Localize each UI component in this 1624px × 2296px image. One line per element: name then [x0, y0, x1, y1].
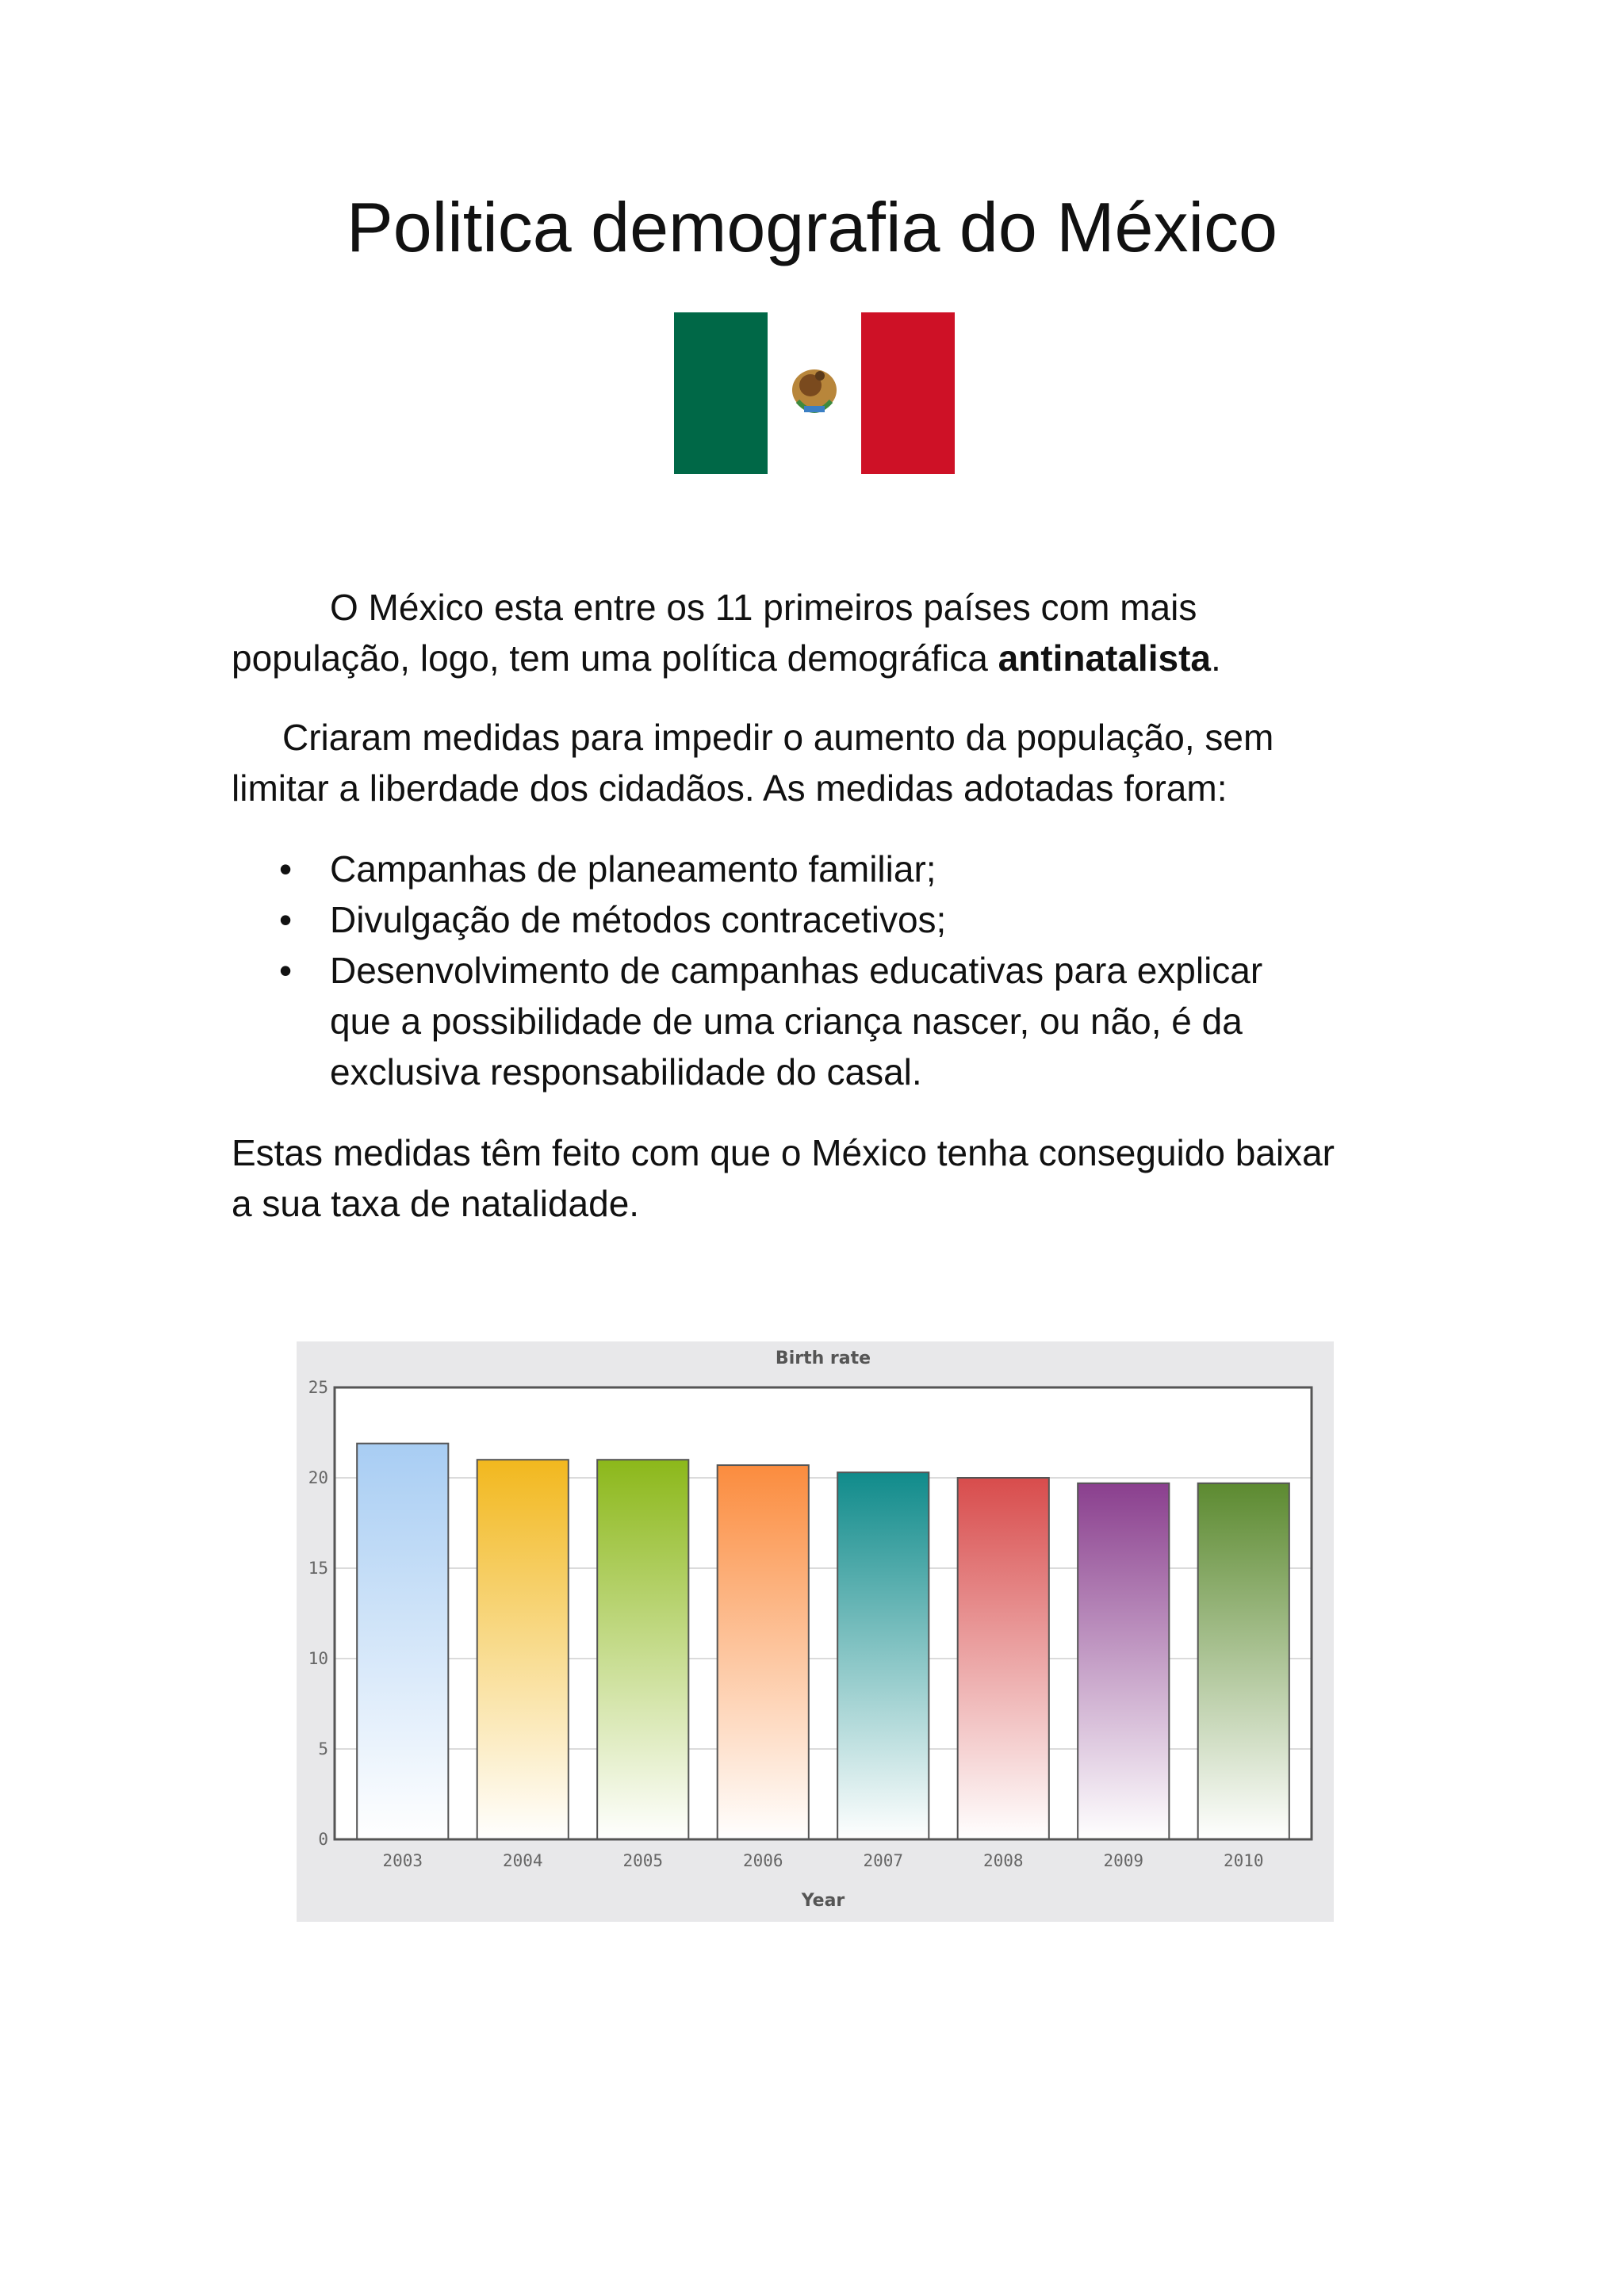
- list-item: [232, 894, 1397, 945]
- x-axis-label: Year: [801, 1891, 845, 1911]
- conclusion-paragraph: [232, 1127, 1397, 1229]
- paragraph-line: a sua taxa de natalidade.: [232, 1183, 640, 1224]
- flag-white-stripe: [768, 312, 861, 474]
- x-tick-label: 2003: [382, 1851, 423, 1870]
- paragraph-text: .: [1210, 637, 1221, 679]
- x-tick-label: 2009: [1103, 1851, 1144, 1870]
- y-tick-label: 25: [308, 1378, 328, 1397]
- flag-red-stripe: [861, 312, 955, 474]
- list-item-line: Divulgação de métodos contracetivos;: [330, 899, 947, 940]
- flag-green-stripe: [674, 312, 768, 474]
- paragraph-line: Estas medidas têm feito com que o México tenha conseguido baixar: [232, 1132, 1335, 1173]
- list-item-line: que a possibilidade de uma criança nascer, ou não, é da: [330, 1001, 1243, 1042]
- bar: [958, 1478, 1049, 1839]
- y-tick-label: 15: [308, 1559, 328, 1578]
- y-tick-label: 0: [318, 1830, 328, 1849]
- measures-list: [232, 844, 1397, 1097]
- paragraph-line: O México esta entre os 11 primeiros países com mais: [330, 587, 1197, 628]
- paragraph-line: [232, 633, 1397, 683]
- intro-paragraph: [232, 582, 1397, 683]
- paragraph-text: população, logo, tem uma política demográfica: [232, 637, 998, 679]
- bar: [477, 1460, 569, 1839]
- bar: [837, 1472, 929, 1839]
- chart-svg: [297, 1341, 1334, 1922]
- bar: [1078, 1483, 1169, 1839]
- coat-of-arms-icon: [768, 312, 861, 474]
- bullet-icon: •: [279, 950, 293, 991]
- bar: [597, 1460, 688, 1839]
- x-tick-label: 2010: [1223, 1851, 1264, 1870]
- y-tick-label: 10: [308, 1649, 328, 1668]
- x-tick-label: 2005: [622, 1851, 664, 1870]
- y-tick-label: 5: [318, 1739, 328, 1758]
- list-item-line: Campanhas de planeamento familiar;: [330, 848, 936, 890]
- x-tick-label: 2006: [742, 1851, 783, 1870]
- bar: [1198, 1483, 1289, 1839]
- paragraph-line: limitar a liberdade dos cidadãos. As medidas adotadas foram:: [232, 767, 1228, 809]
- mexico-flag: [674, 312, 955, 474]
- bullet-icon: •: [279, 899, 293, 940]
- x-tick-label: 2004: [502, 1851, 543, 1870]
- paragraph-line: Criaram medidas para impedir o aumento da população, sem: [282, 717, 1274, 758]
- x-tick-label: 2008: [982, 1851, 1024, 1870]
- page-title: Politica demografia do México: [347, 188, 1277, 266]
- bar: [357, 1444, 448, 1839]
- list-item: [232, 844, 1397, 894]
- measures-paragraph: [232, 712, 1397, 813]
- y-tick-label: 20: [308, 1468, 328, 1487]
- birth-rate-chart: [297, 1341, 1334, 1922]
- antinatalista-bold: antinatalista: [998, 637, 1211, 679]
- list-item-line: Desenvolvimento de campanhas educativas para explicar: [330, 950, 1263, 991]
- x-tick-label: 2007: [863, 1851, 904, 1870]
- bullet-icon: •: [279, 848, 293, 890]
- bar: [718, 1465, 809, 1839]
- chart-title: Birth rate: [775, 1349, 871, 1368]
- list-item: [232, 945, 1397, 1097]
- list-item-line: exclusiva responsabilidade do casal.: [330, 1051, 922, 1093]
